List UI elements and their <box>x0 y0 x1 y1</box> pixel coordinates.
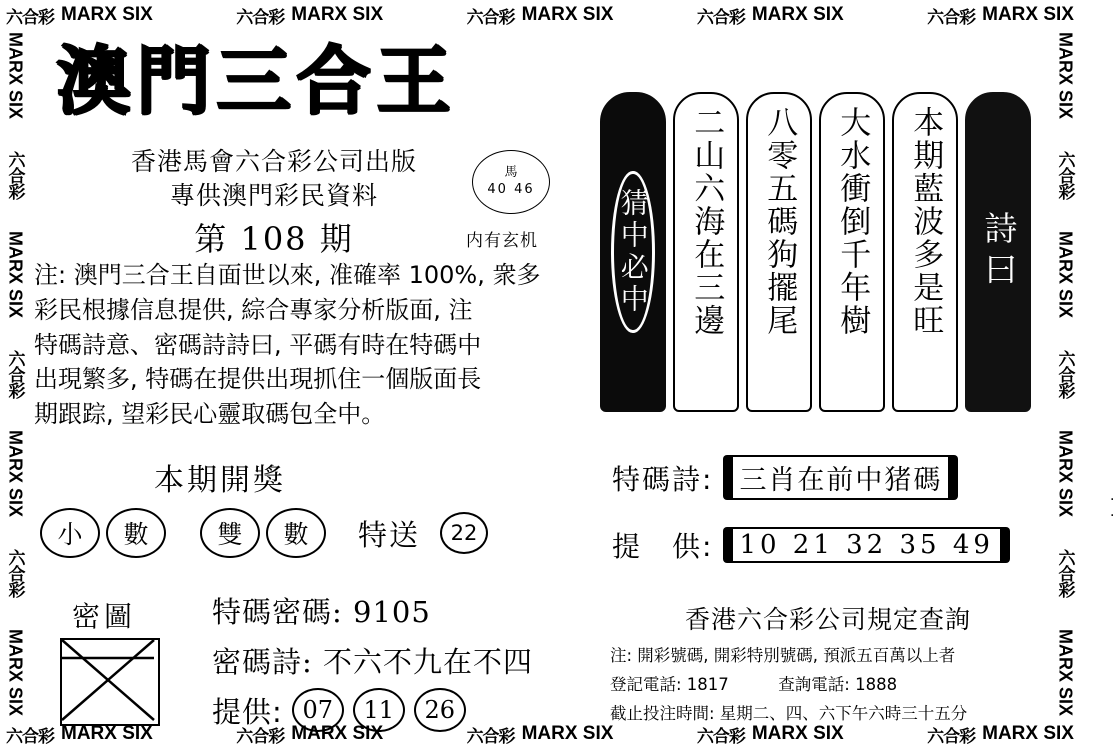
issue-number: 第 108 期 <box>194 220 354 258</box>
border-unit <box>697 3 844 28</box>
fine-print-block <box>610 642 1050 729</box>
fine-print-line: 注: 開彩號碼, 開彩特別號碼, 預派五百萬以上者 <box>610 646 956 665</box>
border-unit <box>467 722 614 747</box>
notice-line: 彩民根據信息提供, 綜合專家分析版面, 注 <box>34 295 473 324</box>
border-cn-text: 六合彩 <box>6 7 54 28</box>
draw-section-header: 本期開獎 <box>154 463 286 498</box>
result-ball: 數 <box>106 508 166 558</box>
stamp-note: 内有玄机 <box>466 231 538 251</box>
right-border-strip <box>1050 28 1080 720</box>
te-ma-code-label: 特碼密碼: <box>212 595 343 629</box>
poem-tablet <box>819 92 885 412</box>
border-en-text: MARX SIX <box>982 4 1074 25</box>
border-cn-text: 六合彩 <box>927 726 976 747</box>
result-ball: 雙 <box>200 508 260 558</box>
border-cn-text: 六合彩 <box>1054 548 1075 597</box>
border-en-text: MARX SIX <box>751 4 844 25</box>
tablet-text: 大水衝倒千年樹 <box>834 106 871 337</box>
border-unit <box>236 3 383 28</box>
decorative-dots: · · <box>1110 492 1117 524</box>
border-cn-text: 六合彩 <box>927 7 976 28</box>
border-cn-text: 六合彩 <box>696 7 745 28</box>
border-unit <box>927 3 1074 28</box>
horse-stamp-char: 馬 <box>504 165 518 181</box>
hk-lottery-title: 香港六合彩公司規定查詢 <box>684 605 971 634</box>
border-en-text: MARX SIX <box>982 723 1074 744</box>
border-cn-text: 六合彩 <box>1054 151 1075 199</box>
poem-tablet-shi-yue <box>965 92 1031 412</box>
tablet-text: 猜中必中 <box>616 188 650 316</box>
left-column <box>34 30 594 729</box>
te-ma-poem-value: 三肖在前中猪碼 <box>733 457 948 498</box>
tesong-label: 特送 <box>358 517 421 552</box>
tablet-text: 八零五碼狗擺尾 <box>761 106 798 337</box>
mi-ma-poem-label: 密碼詩: <box>212 645 313 679</box>
notice-paragraph <box>34 258 554 432</box>
notice-line: 特碼詩意、密碼詩詩曰, 平碼有時在特碼中 <box>34 330 482 359</box>
result-ball: 小 <box>40 508 100 558</box>
te-ma-code-line <box>212 590 431 631</box>
border-cn-text: 六合彩 <box>4 151 25 199</box>
border-cn-text: 六合彩 <box>466 726 515 747</box>
border-cn-text: 六合彩 <box>696 726 745 747</box>
mi-ma-poem-line <box>212 640 533 681</box>
top-border-strip <box>0 0 1080 30</box>
border-cn-text: 六合彩 <box>1054 349 1075 398</box>
poem-tablet <box>673 92 739 412</box>
provide-number-ball: 07 <box>292 688 344 732</box>
tesong-value-ball: 22 <box>440 512 488 554</box>
left-provide-row <box>212 688 466 732</box>
page-title: 澳門三合王 <box>56 38 456 124</box>
result-ball: 數 <box>266 508 326 558</box>
border-en-text: MARX SIX <box>751 723 844 744</box>
border-unit <box>467 3 614 28</box>
te-ma-poem-row <box>612 455 958 500</box>
border-en-text: MARX SIX <box>1055 230 1076 318</box>
border-cn-text: 六合彩 <box>4 548 25 597</box>
poem-tablet <box>892 92 958 412</box>
border-en-text: MARX SIX <box>5 32 26 120</box>
border-en-text: MARX SIX <box>1055 429 1076 517</box>
fine-print-line: 截止投注時間: 星期二、四、六下午六時三十五分 <box>610 703 968 723</box>
border-en-text: MARX SIX <box>1055 628 1076 716</box>
horse-stamp-icon <box>472 150 550 214</box>
te-ma-code-value: 9105 <box>353 595 431 629</box>
mi-tu-svg <box>62 640 154 720</box>
provide-number-ball: 11 <box>353 688 405 732</box>
border-cn-text: 六合彩 <box>466 7 515 28</box>
tablet-text: 本期藍波多是旺 <box>907 106 944 337</box>
provide-label: 提供: <box>212 694 283 729</box>
border-cn-text: 六合彩 <box>4 349 25 398</box>
horse-stamp-numbers: 40 46 <box>487 182 535 197</box>
border-en-text: MARX SIX <box>5 429 26 517</box>
draw-result-row <box>40 508 488 558</box>
notice-line: 出現繁多, 特碼在提供出現抓住一個版面長 <box>34 365 482 394</box>
border-en-text: MARX SIX <box>5 628 26 716</box>
seal-oval-icon <box>611 171 654 333</box>
border-unit <box>6 3 153 28</box>
border-en-text: MARX SIX <box>61 723 153 744</box>
border-cn-text: 六合彩 <box>6 726 54 747</box>
border-cn-text: 六合彩 <box>236 7 285 28</box>
publisher-line-1: 香港馬會六合彩公司出版 <box>130 147 417 176</box>
border-en-text: MARX SIX <box>521 723 614 744</box>
fine-print-line: 登記電話: 1817 查詢電話: 1888 <box>610 674 898 694</box>
right-provide-row <box>612 525 1010 565</box>
provide-number-ball: 26 <box>414 688 466 732</box>
poem-tablet <box>746 92 812 412</box>
mi-tu-diagram-icon <box>60 638 160 726</box>
left-border-strip <box>0 28 30 720</box>
te-ma-poem-smudge <box>723 455 958 500</box>
mi-tu-label: 密圖 <box>72 600 137 633</box>
tablet-text: 二山六海在三邊 <box>688 106 725 337</box>
border-en-text: MARX SIX <box>291 4 384 25</box>
poem-tablet-group <box>600 92 1031 412</box>
border-cn-text: 六合彩 <box>236 726 285 747</box>
border-en-text: MARX SIX <box>291 723 384 744</box>
provide-numbers-smudge <box>723 527 1009 563</box>
provide-label: 提 供: <box>612 530 714 563</box>
border-en-text: MARX SIX <box>5 230 26 318</box>
provide-numbers-value: 10 21 32 35 49 <box>733 529 999 561</box>
border-en-text: MARX SIX <box>1055 32 1076 120</box>
border-en-text: MARX SIX <box>61 4 153 25</box>
te-ma-poem-label: 特碼詩: <box>612 462 714 496</box>
notice-line: 注: 澳門三合王自面世以來, 准確率 100%, 衆多 <box>34 261 541 289</box>
publisher-line-2: 專供澳門彩民資料 <box>169 181 378 210</box>
tablet-text: 詩曰 <box>979 211 1019 293</box>
notice-line: 期跟踪, 望彩民心靈取碼包全中。 <box>34 400 386 429</box>
border-en-text: MARX SIX <box>521 4 614 25</box>
mi-ma-poem-value: 不六不九在不四 <box>323 645 534 679</box>
poem-tablet-guess-seal <box>600 92 666 412</box>
